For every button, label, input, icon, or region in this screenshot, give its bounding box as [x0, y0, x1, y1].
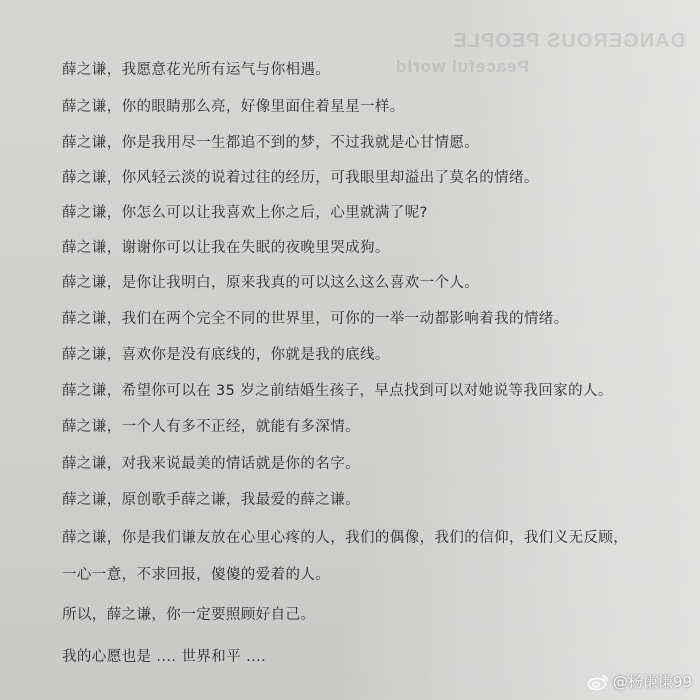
text-line-11: 薛之谦，一个人有多不正经，就能有多深情。 — [62, 419, 360, 435]
watermark-text: @杨谦谦99 — [612, 673, 692, 691]
text-line-17: 我的心愿也是 .... 世界和平 .... — [62, 649, 267, 665]
text-line-1: 薛之谦，我愿意花光所有运气与你相遇。 — [62, 62, 331, 78]
text-line-7: 薛之谦，是你让我明白，原来我真的可以这么这么喜欢一个人。 — [62, 275, 480, 291]
weibo-watermark — [587, 671, 692, 692]
text-line-6: 薛之谦，谢谢你可以让我在失眠的夜晚里哭成狗。 — [62, 240, 390, 256]
weibo-icon — [587, 673, 609, 691]
text-line-12: 薛之谦，对我来说最美的情话就是你的名字。 — [62, 456, 360, 472]
text-line-9: 薛之谦，喜欢你是没有底线的，你就是我的底线。 — [62, 347, 390, 363]
text-line-14: 薛之谦，你是我们谦友放在心里心疼的人，我们的偶像，我们的信仰，我们义无反顾， — [62, 530, 629, 546]
text-line-2: 薛之谦，你的眼睛那么亮，好像里面住着星星一样。 — [62, 99, 405, 115]
text-line-4: 薛之谦，你风轻云淡的说着过往的经历，可我眼里却溢出了莫名的情绪。 — [62, 170, 539, 186]
text-line-8: 薛之谦，我们在两个完全不同的世界里，可你的一举一动都影响着我的情绪。 — [62, 311, 569, 327]
text-line-13: 薛之谦，原创歌手薛之谦，我最爱的薛之谦。 — [62, 492, 360, 508]
text-line-16: 所以，薛之谦，你一定要照顾好自己。 — [62, 607, 316, 623]
bleed-line-1: DANGEROUS PEOPLE — [452, 30, 685, 52]
text-line-10: 薛之谦，希望你可以在 35 岁之前结婚生孩子，早点找到可以对她说等我回家的人。 — [62, 383, 613, 399]
text-line-15: 一心一意，不求回报，傻傻的爱着的人。 — [62, 567, 331, 583]
text-line-5: 薛之谦，你怎么可以让我喜欢上你之后，心里就满了呢? — [62, 205, 428, 221]
text-line-3: 薛之谦，你是我用尽一生都追不到的梦，不过我就是心甘情愿。 — [62, 135, 480, 151]
bleed-line-2: Peaceful world — [395, 57, 529, 76]
